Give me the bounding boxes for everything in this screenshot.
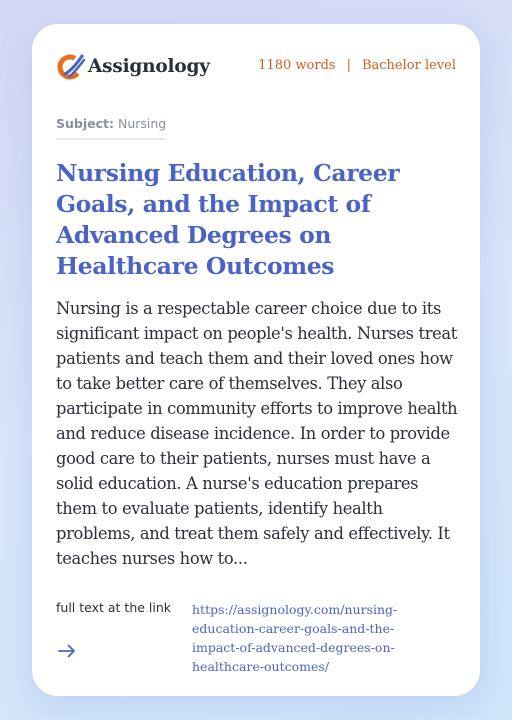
- arrow-right-icon[interactable]: [58, 644, 76, 658]
- url-line-1: https://assignology.com/nursing-: [192, 602, 398, 617]
- url-line-4: healthcare-outcomes/: [192, 659, 330, 674]
- academic-level: Bachelor level: [361, 58, 456, 73]
- essay-card: [32, 24, 480, 696]
- url-line-3: impact-of-advanced-degrees-on-: [192, 640, 395, 655]
- meta-separator: |: [346, 58, 351, 73]
- word-count: 1180 words: [258, 58, 336, 73]
- essay-meta: [258, 58, 456, 73]
- full-text-label: full text at the link: [56, 600, 172, 615]
- essay-title: Nursing Education, Career Goals, and the Impact of Advanced Degrees on Healthcare Outcomes: [56, 159, 400, 280]
- brand-logo[interactable]: [56, 50, 210, 82]
- subject-tag: [56, 116, 166, 140]
- subject-label: Subject:: [56, 116, 114, 131]
- brand-name: Assignology: [88, 55, 210, 77]
- full-text-link[interactable]: [192, 600, 442, 676]
- subject-value: Nursing: [117, 116, 167, 131]
- assignology-logo-icon: [56, 50, 88, 82]
- essay-excerpt: Nursing is a respectable career choice due to its significant impact on people's health. Nurses treat patients and teach them and their loved ones how to take better care of themselves. They also participate in community efforts to improve health and reduce disease incidence. In order to provide good care to their patients, nurses must have a solid education. A nurse's education prepares them to evaluate patients, identify health problems, and treat them safely and effectively. It teaches nurses how to...: [56, 299, 458, 568]
- url-line-2: education-career-goals-and-the-: [192, 621, 395, 636]
